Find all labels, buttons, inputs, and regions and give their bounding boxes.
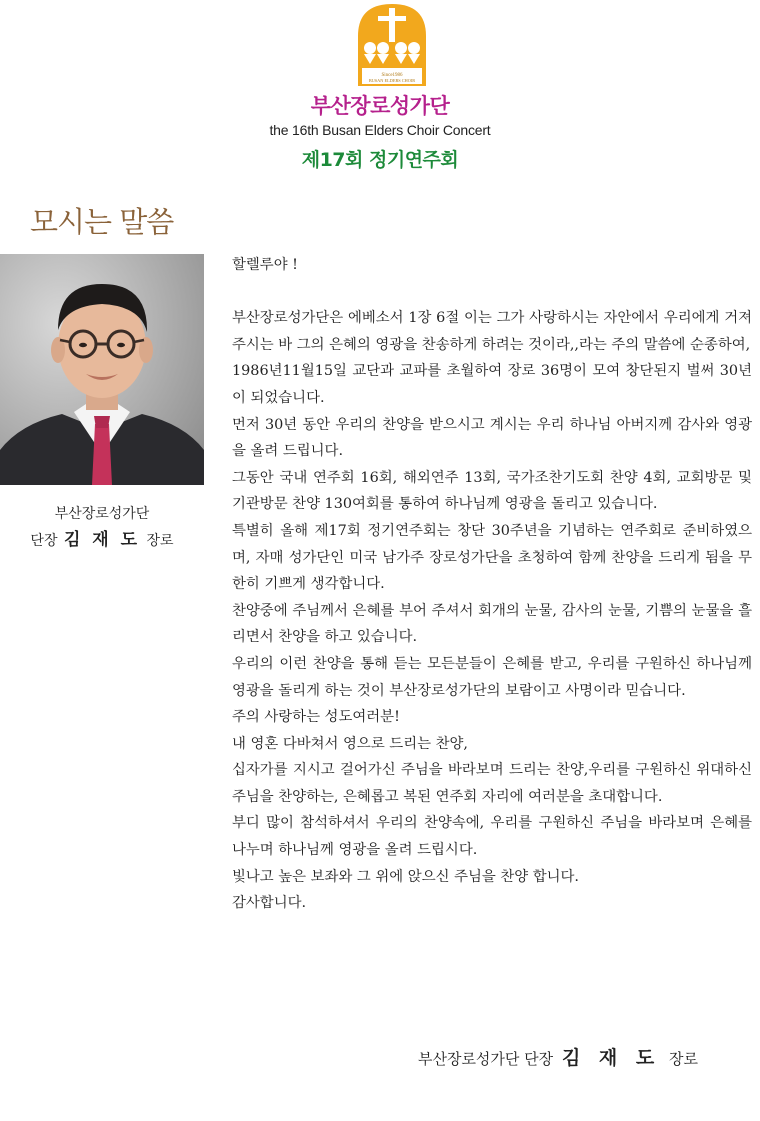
paragraph: 우리의 이런 찬양을 통해 듣는 모든분들이 은혜를 받고, 우리를 구원하신 하나님께 영광을 돌리게 하는 것이 부산장로성가단의 보람이고 사명이라 믿습니다. <box>232 655 752 699</box>
caption-honorific: 장로 <box>146 533 174 549</box>
signature-org-role: 부산장로성가단 단장 <box>417 1050 554 1068</box>
paragraph: 그동안 국내 연주회 16회, 해외연주 13회, 국가조찬기도회 찬양 4회, 교회방문 및 기관방문 찬양 130여회를 통하여 하나님께 영광을 돌리고 있습니다. <box>232 469 752 513</box>
choir-name: 부산장로성가단 <box>310 94 450 118</box>
svg-text:BUSAN ELDERS CHOIR: BUSAN ELDERS CHOIR <box>368 78 416 83</box>
photo-caption-title <box>0 525 204 550</box>
paragraph: 십자가를 지시고 걸어가신 주님을 바라보며 드리는 찬양,우리를 구원하신 위대하신 주님을 찬양하는, 은혜롭고 복된 연주회 자리에 여러분을 초대합니다. <box>232 762 752 805</box>
caption-role: 단장 <box>30 533 58 549</box>
signature-name: 김 재 도 <box>561 1047 661 1069</box>
paragraph: 감사합니다. <box>232 895 307 912</box>
invitation-letter-body <box>232 252 752 917</box>
paragraph: 주의 사랑하는 성도여러분! <box>232 709 400 726</box>
choir-logo-icon <box>354 2 430 86</box>
paragraph: 찬양중에 주님께서 은혜를 부어 주셔서 회개의 눈물, 감사의 눈물, 기쁨의 눈물을 흘리면서 찬양을 하고 있습니다. <box>232 602 752 646</box>
svg-text:Since1986: Since1986 <box>381 73 403 78</box>
section-heading: 모시는 말씀 <box>30 205 174 239</box>
signature-honorific: 장로 <box>669 1050 698 1068</box>
portrait-photo <box>0 254 204 485</box>
paragraph: 부디 많이 참석하셔서 우리의 찬양속에, 우리를 구원하신 주님을 바라보며 은혜를 나누며 하나님께 영광을 올려 드립시다. <box>232 815 752 859</box>
paragraph-gap <box>232 279 752 306</box>
paragraph: 빛나고 높은 보좌와 그 위에 앉으신 주님을 찬양 합니다. <box>232 868 580 885</box>
choir-logo <box>354 2 430 86</box>
paragraph: 내 영혼 다바쳐서 영으로 드리는 찬양, <box>232 735 468 752</box>
greeting: 할렐루야 ! <box>232 257 298 273</box>
paragraph: 먼저 30년 동안 우리의 찬양을 받으시고 계시는 우리 하나님 아버지께 감사와 영광을 올려 드립니다. <box>232 416 752 460</box>
paragraph: 1986년11월15일 교단과 교파를 초월하여 장로 36명이 모여 창단된지 벌써 30년이 되었습니다. <box>232 363 752 406</box>
caption-name: 김 재 도 <box>63 530 141 550</box>
portrait-illustration <box>0 254 204 485</box>
paragraph: 부산장로성가단은 에베소서 1장 6절 이는 그가 사랑하시는 자안에서 우리에게 거져 주시는 바 그의 은혜의 영광을 찬송하게 하려는 것이라,,라는 주의 말씀에 순종하여, <box>232 310 752 353</box>
concert-title-english: the 16th Busan Elders Choir Concert <box>269 122 491 138</box>
concert-title-korean: 제17회 정기연주회 <box>301 149 459 171</box>
paragraph: 특별히 올해 제17회 정기연주회는 창단 30주년을 기념하는 연주회로 준비하였으며, 자매 성가단인 미국 남가주 장로성가단을 초청하여 함께 찬양을 드리게 됨을 무한히 기쁘게 생각합니다. <box>232 522 752 593</box>
photo-caption-organization: 부산장로성가단 <box>54 506 150 522</box>
signature <box>418 1043 698 1070</box>
